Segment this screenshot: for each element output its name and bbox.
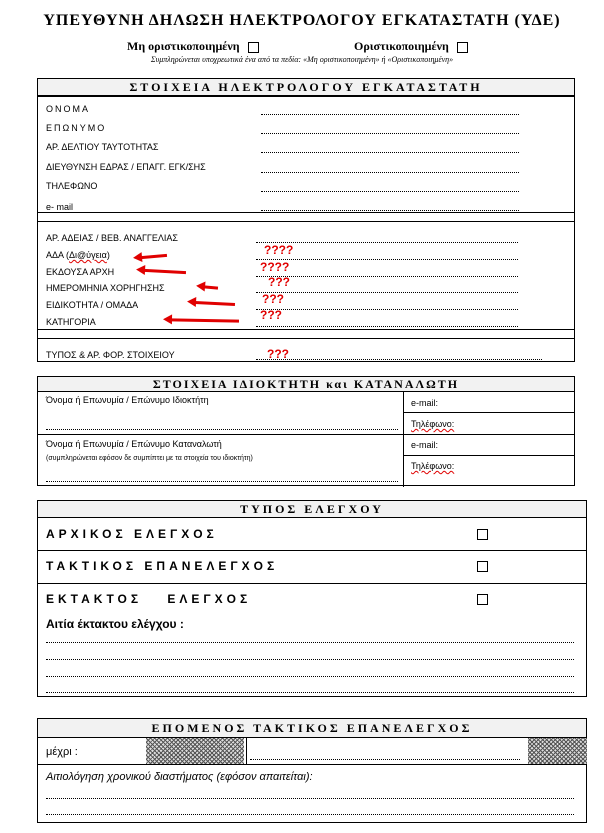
authority-input[interactable] [256,276,518,277]
license-input[interactable] [256,242,518,243]
justification-input-line[interactable] [46,798,574,799]
regular-recheck-checkbox[interactable] [477,561,488,572]
field-label-id: ΑΡ. ΔΕΛΤΙΟΥ ΤΑΥΤΟΤΗΤΑΣ [46,142,159,152]
installer-header: ΣΤΟΙΧΕΙΑ ΗΛΕΚΤΡΟΛΟΓΟΥ ΕΓΚΑΤΑΣΤΑΤΗ [38,79,574,96]
name-input[interactable] [261,114,519,115]
until-label: μέχρι : [46,746,78,758]
owner-header: ΣΤΟΙΧΕΙΑ ΙΔΙΟΚΤΗΤΗ και ΚΑΤΑΝΑΛΩΤΗ [38,377,574,392]
surname-input[interactable] [261,133,519,134]
date-input[interactable] [256,292,518,293]
initial-check-label: ΑΡΧΙΚΟΣ ΕΛΕΓΧΟΣ [46,527,218,541]
category-input[interactable] [256,326,518,327]
justification-label: Αιτιολόγηση χρονικού διαστήματος (εφόσον απαιτείται): [46,771,313,783]
reason-input-line[interactable] [46,659,574,660]
owner-name-label: Όνομα ή Επωνυμία / Επώνυμο Ιδιοκτήτη [46,395,209,405]
instructions-note: Συμπληρώνεται υποχρεωτικά ένα από τα πεδία: «Μη οριστικοποιημένη» ή «Οριστικοποιημένη» [150,55,454,64]
field-label-license: ΑΡ. ΑΔΕΙΑΣ / ΒΕΒ. ΑΝΑΓΓΕΛΙΑΣ [46,233,178,243]
reason-input-line[interactable] [46,642,574,643]
consumer-phone-label: Τηλέφωνο: [411,461,455,471]
regular-recheck-label: ΤΑΚΤΙΚΟΣ ΕΠΑΝΕΛΕΓΧΟΣ [46,559,279,573]
specialty-input[interactable] [256,309,518,310]
phone-input[interactable] [261,191,519,192]
final-checkbox[interactable] [457,42,468,53]
question-mark-annotation: ??? [267,347,289,361]
field-label-type: ΤΥΠΟΣ & ΑΡ. ΦΟΡ. ΣΤΟΙΧΕΙΟΥ [46,350,175,360]
owner-email-label: e-mail: [411,398,439,408]
question-mark-annotation: ???? [264,243,294,257]
shaded-cell [528,738,587,764]
field-label-specialty: ΕΙΔΙΚΟΤΗΤΑ / ΟΜΑΔΑ [46,300,139,310]
ada-input[interactable] [256,259,518,260]
question-mark-annotation: ??? [268,275,290,289]
red-arrow-icon [171,318,239,322]
reason-label: Αιτία έκτακτου ελέγχου : [46,617,184,631]
field-label-date: ΗΜΕΡΟΜΗΝΙΑ ΧΟΡΗΓΗΣΗΣ [46,283,165,293]
page-title: ΥΠΕΥΘΥΝΗ ΔΗΛΩΣΗ ΗΛΕΚΤΡΟΛΟΓΟΥ ΕΓΚΑΤΑΣΤΑΤΗ (ΥΔΕ) [43,12,561,29]
next-check-section [37,718,587,823]
owner-name-input[interactable] [46,429,398,430]
check-type-header: ΤΥΠΟΣ ΕΛΕΓΧΟΥ [38,501,586,518]
next-check-header: ΕΠΟΜΕΝΟΣ ΤΑΚΤΙΚΟΣ ΕΠΑΝΕΛΕΓΧΟΣ [38,719,586,738]
type-input[interactable] [256,359,542,360]
non-final-checkbox[interactable] [248,42,259,53]
installer-section [37,78,575,362]
red-arrow-icon [195,301,235,306]
owner-phone-label: Τηλέφωνο: [411,419,455,429]
check-type-section [37,500,587,697]
question-mark-annotation: ???? [260,260,290,274]
until-date-input[interactable] [250,759,520,760]
justification-input-line[interactable] [46,814,574,815]
field-label-category: ΚΑΤΗΓΟΡΙΑ [46,317,96,327]
email-input[interactable] [261,210,519,211]
field-label-address: ΔΙΕΥΘΥΝΣΗ ΕΔΡΑΣ / ΕΠΑΓΓ. ΕΓΚ/ΣΗΣ [46,162,206,172]
extraordinary-check-checkbox[interactable] [477,594,488,605]
consumer-name-input[interactable] [46,481,398,482]
red-arrow-icon [144,269,186,274]
address-input[interactable] [261,172,519,173]
id-input[interactable] [261,152,519,153]
consumer-name-label: Όνομα ή Επωνυμία / Επώνυμο Καταναλωτή [46,439,222,449]
owner-section [37,376,575,486]
reason-input-line[interactable] [46,676,574,677]
red-arrow-icon [204,285,218,289]
non-final-option[interactable]: Μη οριστικοποιημένη [127,39,259,54]
red-arrow-icon [141,254,167,259]
initial-check-checkbox[interactable] [477,529,488,540]
field-label-surname: ΕΠΩΝΥΜΟ [46,123,107,133]
field-label-email: e- mail [46,202,74,212]
consumer-email-label: e-mail: [411,440,439,450]
field-label-authority: ΕΚΔΟΥΣΑ ΑΡΧΗ [46,267,115,277]
field-label-name: ΟΝΟΜΑ [46,104,91,114]
field-label-ada: ΑΔΑ (Δι@ύγεια) [46,250,110,260]
extraordinary-check-label: ΕΚΤΑΚΤΟΣ ΕΛΕΓΧΟΣ [46,592,252,606]
final-option[interactable]: Οριστικοποιημένη [354,39,468,54]
field-label-phone: ΤΗΛΕΦΩΝΟ [46,181,98,191]
question-mark-annotation: ??? [260,308,282,322]
consumer-note: (συμπληρώνεται εφόσον δε συμπίπτει με τα στοιχεία του ιδιοκτήτη) [46,455,253,462]
question-mark-annotation: ??? [262,292,284,306]
reason-input-line[interactable] [46,692,574,693]
shaded-cell [146,738,244,764]
